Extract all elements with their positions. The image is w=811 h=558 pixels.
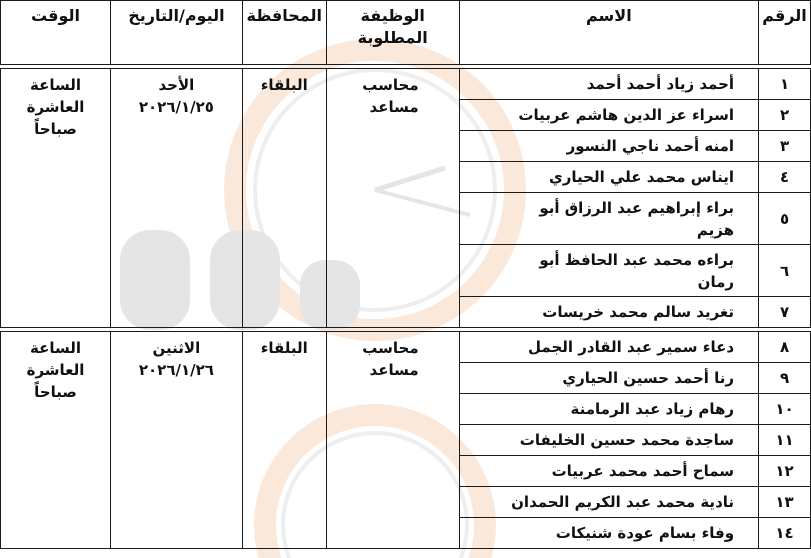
applicant-name: سماح أحمد محمد عربيات (459, 456, 758, 487)
row-number: ١٠ (759, 394, 811, 425)
header-row (1, 1, 811, 65)
row-number: ١٤ (759, 518, 811, 549)
job-cell: محاسب مساعد (326, 332, 459, 549)
governorate-cell: البلقاء (242, 332, 326, 549)
header-governorate: المحافظة (242, 1, 326, 65)
job-cell: محاسب مساعد (326, 69, 459, 328)
row-number: ٨ (759, 332, 811, 363)
row-number: ١٢ (759, 456, 811, 487)
row-number: ٢ (759, 100, 811, 131)
header-name: الاسم (459, 1, 758, 65)
applicant-name: تغريد سالم محمد خريسات (459, 297, 758, 328)
applicant-name: رنا أحمد حسين الحياري (459, 363, 758, 394)
day-text: الأحد (158, 76, 195, 94)
table-row (1, 69, 811, 100)
applicant-name: امنه أحمد ناجي النسور (459, 131, 758, 162)
applicant-name: نادية محمد عبد الكريم الحمدان (459, 487, 758, 518)
header-job: الوظيفة المطلوبة (326, 1, 459, 65)
day-date-cell (111, 332, 243, 549)
row-number: ١١ (759, 425, 811, 456)
day-text: الاثنين (152, 339, 201, 357)
time-cell: الساعة العاشرة صباحاً (1, 69, 111, 328)
applicant-name: اسراء عز الدين هاشم عربيات (459, 100, 758, 131)
applicant-name: رهام زياد عبد الرمامنة (459, 394, 758, 425)
row-number: ١ (759, 69, 811, 100)
day-date-cell (111, 69, 243, 328)
header-time: الوقت (1, 1, 111, 65)
time-cell: الساعة العاشرة صباحاً (1, 332, 111, 549)
governorate-cell: البلقاء (242, 69, 326, 328)
row-number: ٧ (759, 297, 811, 328)
row-number: ٥ (759, 193, 811, 245)
header-number: الرقم (759, 1, 811, 65)
applicant-name: دعاء سمير عبد القادر الجمل (459, 332, 758, 363)
row-number: ٤ (759, 162, 811, 193)
applicant-name: براء إبراهيم عبد الرزاق أبو هزيم (459, 193, 758, 245)
applicant-name: وفاء بسام عودة شنيكات (459, 518, 758, 549)
row-number: ١٣ (759, 487, 811, 518)
row-number: ٦ (759, 245, 811, 297)
row-number: ٩ (759, 363, 811, 394)
date-text: ٢٠٢٦/١/٢٦ (138, 361, 214, 379)
applicant-name: ايناس محمد علي الحياري (459, 162, 758, 193)
row-number: ٣ (759, 131, 811, 162)
header-day-date: اليوم/التاريخ (111, 1, 243, 65)
applicant-name: براءه محمد عبد الحافظ أبو رمان (459, 245, 758, 297)
table-row (1, 332, 811, 363)
date-text: ٢٠٢٦/١/٢٥ (138, 98, 214, 116)
applicant-name: ساجدة محمد حسين الخليفات (459, 425, 758, 456)
applicant-name: أحمد زياد أحمد أحمد (459, 69, 758, 100)
